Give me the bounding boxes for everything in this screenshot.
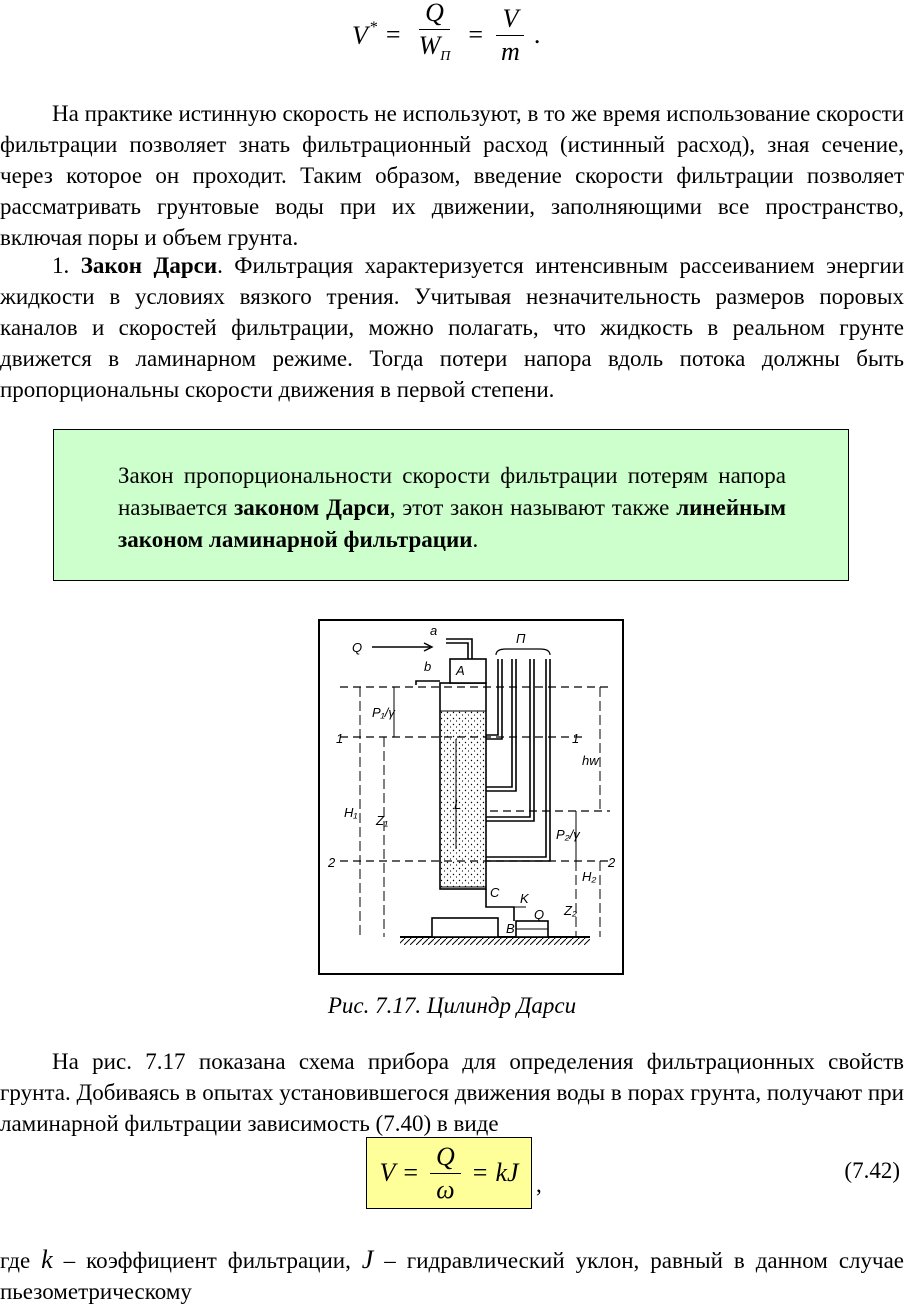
paragraph-1-text: На практике истинную скорость не используют, в то же время использование скорости фильтрации позволяет знать фильтрационный расход (истинный расход), зная сечение, через которое он проходит. Таким образом, введение скорости фильтрации позволяет рассматривать грунтовые воды при их движении, заполняющими все пространство, включая поры и объем грунта. [0, 101, 904, 250]
formula-main-comma: , [536, 1172, 542, 1197]
formula-main: V = $\frac{Q}{\omega}$ = kJ [379, 1141, 519, 1204]
label-one-right: 1 [572, 731, 580, 746]
label-C: C [490, 885, 500, 900]
formula-top-fraction-1: $\frac{Q}{W_П}$ [418, 0, 451, 64]
formula-top [352, 0, 540, 70]
label-p1: P₁/γ [372, 705, 395, 720]
paragraph-1 [0, 98, 904, 253]
label-p2: P₂/γ [556, 827, 580, 842]
label-Z2: Z₂ [564, 903, 577, 918]
label-q-in: Q [352, 640, 363, 655]
label-q-out: Q [534, 907, 545, 922]
label-K: K [520, 891, 529, 906]
label-P: П [516, 631, 526, 646]
label-b: b [424, 659, 432, 674]
paragraph-2-text: 1. Закон Дарси. Фильтрация характеризуется интенсивным рассеиванием энергии жидкости в условиях вязкого трения. Учитывая незначительность размеров поровых каналов и скоростей фильтрации, можно полагать, что жидкость в реальном грунте движется в ламинарном режиме. Тогда потери напора вдоль потока должны быть пропорциональны скорости движения в первой степени. [0, 253, 904, 402]
formula-top-lhs: V * [352, 19, 378, 50]
definition-text: Закон пропорциональности скорости фильтрации потерям напора называется законом Дарси, этот закон называют также линейным законом ламинарной фильтрации. [118, 463, 786, 552]
formula-top-fraction-2: $\frac{V}{m}$ [495, 4, 526, 67]
label-H1: H₁ [344, 805, 358, 820]
label-two-left: 2 [328, 855, 336, 870]
definition-box [53, 429, 849, 581]
label-Z1: Z₁ [376, 813, 389, 828]
label-two-right: 2 [608, 855, 616, 870]
paragraph-2 [0, 250, 904, 405]
label-H2: H₂ [582, 869, 597, 884]
paragraph-4 [0, 1244, 904, 1307]
formula-top-eq2: = [468, 20, 484, 49]
darcy-cylinder-figure [318, 619, 624, 975]
label-one-left: 1 [336, 731, 344, 746]
label-h: hw [582, 753, 599, 768]
label-a: a [430, 623, 438, 638]
formula-top-end: . [533, 20, 541, 49]
symbol-k: k [41, 1245, 53, 1274]
label-L: L [454, 797, 462, 812]
paragraph-3-text: На рис. 7.17 показана схема прибора для определения фильтрационных свойств грунта. Добиваясь в опытах установившегося движения воды в порах грунта, получают при ламинарной фильтрации зависимость (7.40) в виде [0, 1049, 904, 1136]
darcy-law-title: Закон Дарси [80, 253, 218, 278]
symbol-J: J [361, 1245, 374, 1274]
label-B: B [506, 921, 515, 936]
paragraph-4-text: где k – коэффициент фильтрации, J – гидравлический уклон, равный в данном случае пьезометрическому [0, 1245, 904, 1304]
formula-top-eq1: = [385, 20, 401, 49]
formula-main-box [366, 1137, 532, 1209]
figure-caption: Рис. 7.17. Цилиндр Дарси [327, 993, 577, 1018]
label-A: A [456, 663, 465, 678]
darcy-cylinder-diagram [320, 621, 622, 973]
equation-number: (7.42) [844, 1158, 900, 1183]
paragraph-3 [0, 1046, 904, 1139]
